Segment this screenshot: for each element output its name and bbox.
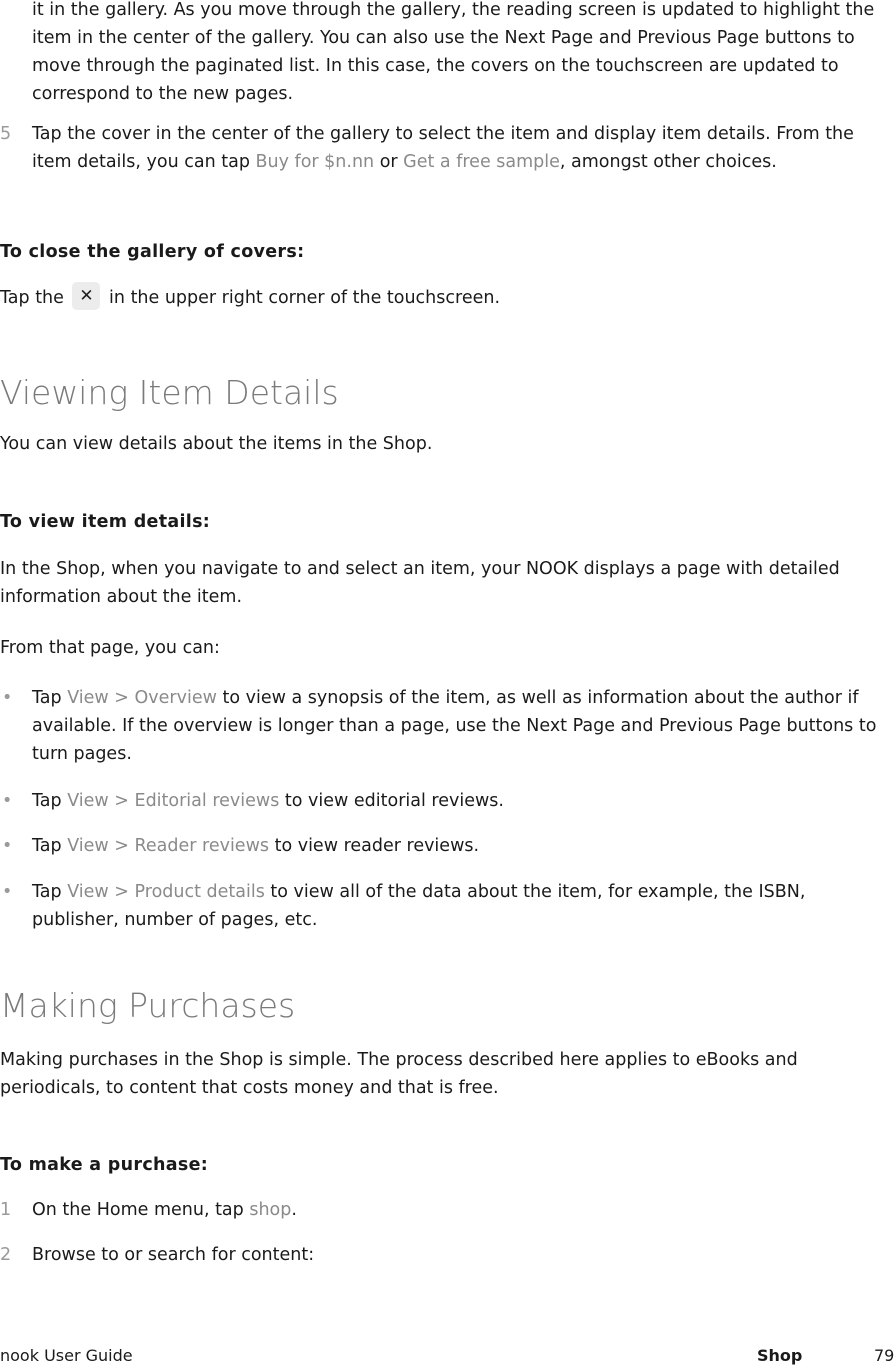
viewing-paragraph-2: From that page, you can: xyxy=(0,638,220,658)
step-5-text-mid: or xyxy=(374,152,404,172)
bullet-tap: Tap xyxy=(32,791,68,811)
bullet-tap: Tap xyxy=(32,882,68,902)
close-icon: ✕ xyxy=(72,282,100,310)
step-5-text-after: , amongst other choices. xyxy=(559,152,777,172)
bullet-rest: to view all of the data about the item, for example, the ISBN, publisher, number of pages, etc. xyxy=(32,882,806,930)
procedure-heading-close-gallery: To close the gallery of covers: xyxy=(0,242,305,262)
viewing-intro: You can view details about the items in the Shop. xyxy=(0,434,433,454)
step-number: 2 xyxy=(0,1245,12,1265)
step-5-text xyxy=(32,120,894,176)
step-1-before: On the Home menu, tap xyxy=(32,1200,250,1220)
paragraph-gallery-navigation: it in the gallery. As you move through the gallery, the reading screen is updated to highlight the item in the center of the gallery. You can also use the Next Page and Previous Page buttons to move through the paginated list. In this case, the covers on the touchscreen are updated to correspond to the new pages. xyxy=(32,0,875,104)
section-title-viewing-item-details: Viewing Item Details xyxy=(0,373,339,412)
purchase-step-2 xyxy=(32,1241,894,1269)
section-title-making-purchases: Making Purchases xyxy=(0,986,296,1025)
step-2-before: Browse to or search for content: xyxy=(32,1245,315,1265)
menu-path-reader-reviews: View > Reader reviews xyxy=(67,836,270,856)
step-1-after: . xyxy=(291,1200,297,1220)
bullet-marker: • xyxy=(2,791,13,811)
bullet-rest: to view editorial reviews. xyxy=(279,791,504,811)
close-instruction-before: Tap the xyxy=(0,288,70,308)
bullet-rest: to view a synopsis of the item, as well as information about the author if available. If the overview is longer than a page, use the Next Page and Previous Page buttons to turn pages. xyxy=(32,688,877,764)
shop-link-text: shop xyxy=(249,1200,292,1220)
bullet-tap: Tap xyxy=(32,836,68,856)
purchase-step-1 xyxy=(32,1196,894,1224)
menu-path-editorial-reviews: View > Editorial reviews xyxy=(67,791,280,811)
bullet-editorial-reviews xyxy=(32,787,894,815)
menu-path-product-details: View > Product details xyxy=(67,882,265,902)
free-sample-link-text: Get a free sample xyxy=(403,152,560,172)
buy-link-text: Buy for $n.nn xyxy=(255,152,375,172)
purchases-intro: Making purchases in the Shop is simple. The process described here applies to eBooks and periodicals, to content that costs money and that is free. xyxy=(0,1050,798,1098)
footer-section-name: Shop xyxy=(757,1346,803,1365)
procedure-heading-view-details: To view item details: xyxy=(0,512,211,532)
procedure-heading-make-purchase: To make a purchase: xyxy=(0,1155,209,1175)
bullet-overview xyxy=(32,684,894,768)
step-number: 5 xyxy=(0,124,12,144)
bullet-reader-reviews xyxy=(32,832,894,860)
bullet-rest: to view reader reviews. xyxy=(269,836,480,856)
bullet-marker: • xyxy=(2,882,13,902)
bullet-marker: • xyxy=(2,836,13,856)
bullet-marker: • xyxy=(2,688,13,708)
menu-path-overview: View > Overview xyxy=(67,688,217,708)
bullet-product-details xyxy=(32,878,894,934)
footer-page-number: 79 xyxy=(874,1346,895,1365)
step-5-text-before: Tap the cover in the center of the gallery to select the item and display item details. From the item details, you can tap xyxy=(32,124,854,172)
footer-guide-title: nook User Guide xyxy=(0,1346,133,1365)
bullet-tap: Tap xyxy=(32,688,68,708)
close-gallery-instruction xyxy=(0,284,893,312)
step-number: 1 xyxy=(0,1200,12,1220)
viewing-paragraph-1: In the Shop, when you navigate to and select an item, your NOOK displays a page with detailed information about the item. xyxy=(0,559,840,607)
close-instruction-after: in the upper right corner of the touchscreen. xyxy=(103,288,501,308)
